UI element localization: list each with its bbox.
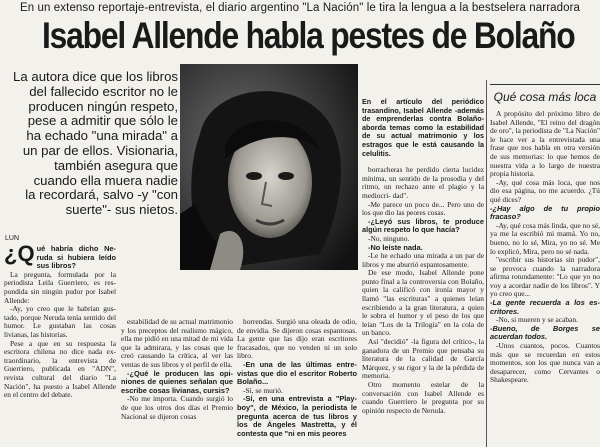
paragraph: -Sí, se murió. (243, 385, 283, 395)
paragraph: -Ay, qué cosa más linda, que no sé, ya me la escribió mi mamá. Yo no, bueno, no lo sé, Mira, yo no sé. Me lo explicó, Mira, pero no sé nada. (490, 220, 600, 256)
deck-line: suerte"- sus nietos. (65, 202, 178, 218)
sidebar-box (490, 76, 600, 447)
column-divider (486, 80, 487, 447)
paragraph: Así "decidió" -la figura del crítico-, la ganadora de un Premio que pensaba su literatura de la calidad de García Márquez, y su rigor y la de la pérdida de memoria. (362, 337, 484, 381)
author-photo (180, 64, 358, 270)
paragraph: -Le he echado una mirada a un par de libros y me aburrió espantosamente. (362, 251, 484, 269)
deck-line: del fallecido escritor no le (29, 83, 178, 99)
deck-line: La autora dice que los libros (13, 69, 178, 84)
paragraph: Pese a que en su respuesta la escritora chilena no dice nada ex- traordinario, la entrevista de Guerriero, publicada en "ADN", revista cultural del diario "La Nación", ha puesto a Isabel Allende en el centro del debate. (4, 338, 116, 400)
paragraph: -Ay, qué cosa más loca, que nos dio esa página, no me acuerdo. ¿Tú qué dices? (490, 177, 600, 204)
question: -¿Qué le producen las opi- niones de quienes señalan que escribe cosas livianas, cursis? (121, 368, 233, 395)
paragraph: borracheras he perdido cierta lucidez mínima, un sentido de la prosodia y del ritmo, un rechazo ante el plagio y la mediocri- dad". (362, 165, 484, 200)
question: -Bueno, de Borges se acuerdan todos. (490, 323, 600, 342)
sidebar-title: Qué cosa más loca (490, 84, 600, 104)
deck-line: cuando ella muera nadie (33, 172, 178, 188)
paragraph: La pregunta, formulada por la periodista Leila Guerriero, es res- pondida sin ningún pudor por Isabel Allende: (4, 269, 116, 305)
paragraph: "escribir sus historias sin pudor", se provoca cuando la narradora afirma rotundamente: "Lo que yo no voy a acordar nadie de los libros". Y yo creo que... (490, 255, 600, 299)
drop-cap: ¿Q (4, 245, 35, 266)
portrait-image (180, 64, 358, 270)
headline: Isabel Allende habla pestes de Bolaño (42, 15, 575, 56)
article-column-1 (4, 245, 116, 447)
paragraph: estabilidad de su actual matrimonio y los preceptos del realismo mágico, ella me pidió en una mitad de mi vida que la admirara, y las cosas que le creó causando la crítica, al ver las ventas de sus libros y el perfil de ella. (121, 318, 233, 369)
deck-line: también asegura que (54, 157, 178, 173)
paragraph: De ese modo, Isabel Allende pone punto final a la controversia con Bolaño, quien la calificó con ironía mayor y llamó "las escrituras" a quienes leían escribiendo a la gran literatura, a quien le sobra el humor y el peso de los que leían "Los de la Trilogía" en la cola de un banco. (362, 268, 484, 338)
paragraph: -Ay, yo creo que le habrían gus- tado, porque Neruda tenía sentido del humor. Le gustaban las cosas livianas, las historias. (4, 304, 116, 339)
question: -La gente recuerda a los es- critores. (490, 298, 600, 316)
article-column-4 (362, 98, 484, 447)
lead-question: ué habría dicho Ne- ruda si hubiera leído sus libros? (36, 245, 116, 271)
deck-line: la recordará, salvo -y "con (25, 187, 178, 203)
deck-line: pese a admitir que sólo le (27, 113, 178, 129)
paragraph: Otro momento estelar de la conversación con Isabel Allende es cuando Guerriero le pregunta por su opinión respecto de Neruda. (362, 380, 484, 415)
paragraph: -No me importa. Cuando surgió lo de que los otros dos días el Premio Nacional se dijeron cosas (121, 394, 233, 421)
pull-summary: En el artículo del periódico trasandino, Isabel Allende -además de emprenderlas contra Bolaño- aborda temas como la estabilidad de su actual matrimonio y los estragos que le está causando la celulitis. (362, 98, 484, 158)
deck-line: ha echado "una mirada" a (26, 128, 178, 144)
kicker: En un extenso reportaje-entrevista, el diario argentino "La Nación" le tira la lengua a la bestselera narradora (19, 2, 581, 14)
article-column-3 (237, 318, 357, 447)
question: -En una de las últimas entre- vistas que dio el escritor Roberto Bolaño... (237, 359, 357, 387)
question: -¿Hay algo de tu propio fracaso? (490, 203, 600, 222)
sidebar-body (490, 110, 600, 385)
question: -Sí, en una entrevista a "Play- boy", de México, la periodista le pregunta acerca de tus libros y los de Ángeles Mastretta, y él contesta que "ni en mis peores (237, 394, 357, 438)
paragraph: -Unos cuantos, pocos. Cuantos más que se recuerdan en estos momentos, son los que nunca van a desaparecer, como Cervantes o Shakespeare. (490, 341, 600, 385)
paragraph: horrendas. Surgió una oleada de odio, de envidia. Se dijeron cosas espantosas. La gente que las dijo eran escritores fracasados, que no venden ni un solo libro. (237, 318, 357, 361)
paragraph: -Me parece un poco de... Pero uno de los que dio las peores cosas. (362, 199, 484, 218)
section-tag: LUN (5, 235, 20, 242)
question: -No leíste nada. (368, 242, 423, 252)
paragraph: -No, si mueren y se acaban. (496, 315, 578, 325)
deck-line: un par de ellos. Visionaria, (22, 142, 178, 158)
paragraph: A propósito del próximo libro de Isabel Allende, "El reino del dragón de oro", la periodista de "La Nación" le hace ver a la entrevistada una frase que nos habla en otra versión de sus memorias: lo que hemos de nuestra vida a lo largo de nuestra propia historia. (490, 109, 600, 179)
paragraph: -No, ninguno. (368, 233, 410, 243)
question: -¿Leyó sus libros, te produce algún respeto lo que hacía? (362, 216, 484, 235)
deck-line: producen ningún respeto, (28, 98, 178, 114)
deck-summary (2, 70, 178, 218)
article-column-2 (121, 318, 233, 447)
